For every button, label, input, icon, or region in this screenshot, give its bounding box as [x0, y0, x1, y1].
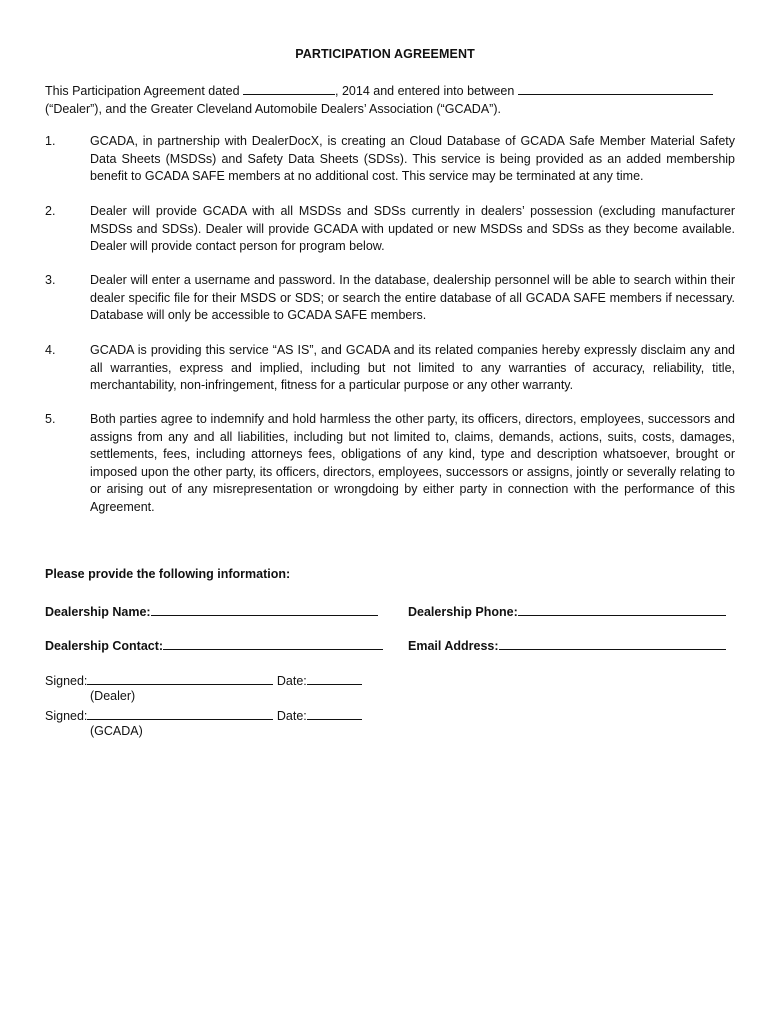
clause-text: Dealer will enter a username and password. In the database, dealership personnel will be able to search within their dealer specific file for their MSDS or SDS; or search the entire database of all GCADA SAFE members if necessary. Database will only be accessible to GCADA SAFE members.: [90, 273, 735, 322]
dealership-name-field: [45, 602, 378, 621]
email-address-field: [408, 636, 726, 655]
clause-text: Both parties agree to indemnify and hold harmless the other party, its officers, directors, employees, successors and assigns from any and all liabilities, including but not limited to, claims, demands, actions, suits, costs, damages, settlements, fees, including attorneys fees, obligations of any kind, type and description whatsoever, brought or imposed upon the other party, its officers, directors, employees, successors or assigns, jointly or severally relating to or arising out of any misrepresentation or wrongdoing by either party in connection with the performance of this Agreement.: [90, 412, 735, 514]
date-label: Date:: [276, 709, 307, 723]
clause-2: [45, 203, 735, 256]
intro-text-3: (“Dealer”), and the Greater Cleveland Automobile Dealers’ Association (“GCADA”).: [45, 101, 501, 116]
dealership-contact-line[interactable]: [163, 636, 383, 650]
clause-text: GCADA, in partnership with DealerDocX, is creating an Cloud Database of GCADA Safe Member Material Safety Data Sheets (MSDSs) and Safety Data Sheets (SDSs). This service is being provided as an added membership benefit to GCADA SAFE members at no additional cost. This service may be terminated at any time.: [90, 134, 735, 183]
clause-text: Dealer will provide GCADA with all MSDSs and SDSs currently in dealers’ possession (excluding manufacturer MSDSs and SDSs). Dealer will provide GCADA with updated or new MSDSs and SDSs as they become available. Dealer will provide contact person for program below.: [90, 204, 735, 253]
date-label: Date:: [276, 674, 307, 688]
dealership-phone-label: Dealership Phone:: [408, 605, 518, 619]
dealership-name-label: Dealership Name:: [45, 605, 151, 619]
clause-5: [45, 411, 735, 516]
signed-label: Signed:: [45, 709, 88, 723]
agreement-date-line[interactable]: [243, 82, 335, 95]
clause-3: [45, 272, 735, 325]
clause-text: GCADA is providing this service “AS IS”, and GCADA and its related companies hereby expressly disclaim any and all warranties, express and implied, including but not limited to any warranties of accuracy, reliability, title, merchantability, non-infringement, fitness for a particular purpose or any other warranty.: [90, 343, 735, 392]
dealership-contact-field: [45, 636, 383, 655]
intro-text-1: This Participation Agreement dated: [45, 84, 244, 98]
gcada-party-label: (GCADA): [90, 724, 143, 738]
dealer-name-line[interactable]: [518, 82, 713, 95]
clause-number: 5.: [45, 412, 56, 426]
dealer-signature-line[interactable]: [87, 671, 273, 685]
email-address-label: Email Address:: [408, 639, 499, 653]
gcada-signature-line[interactable]: [87, 706, 273, 720]
dealership-name-line[interactable]: [151, 602, 378, 616]
dealer-party-label: (Dealer): [90, 689, 136, 703]
email-address-line[interactable]: [499, 636, 726, 650]
clause-number: 2.: [45, 204, 56, 218]
clause-1: [45, 133, 735, 186]
info-heading: Please provide the following information:: [45, 567, 291, 581]
clause-number: 1.: [45, 134, 56, 148]
intro-text-2: , 2014 and entered into between: [335, 84, 518, 98]
dealership-phone-line[interactable]: [518, 602, 726, 616]
clause-number: 3.: [45, 273, 56, 287]
dealership-contact-label: Dealership Contact:: [45, 639, 164, 653]
document-title: PARTICIPATION AGREEMENT: [295, 47, 475, 61]
dealer-date-line[interactable]: [307, 671, 362, 685]
gcada-date-line[interactable]: [307, 706, 362, 720]
clause-4: [45, 342, 735, 395]
signed-label: Signed:: [45, 674, 88, 688]
intro-paragraph: [45, 82, 735, 118]
clause-number: 4.: [45, 343, 56, 357]
dealership-phone-field: [408, 602, 726, 621]
